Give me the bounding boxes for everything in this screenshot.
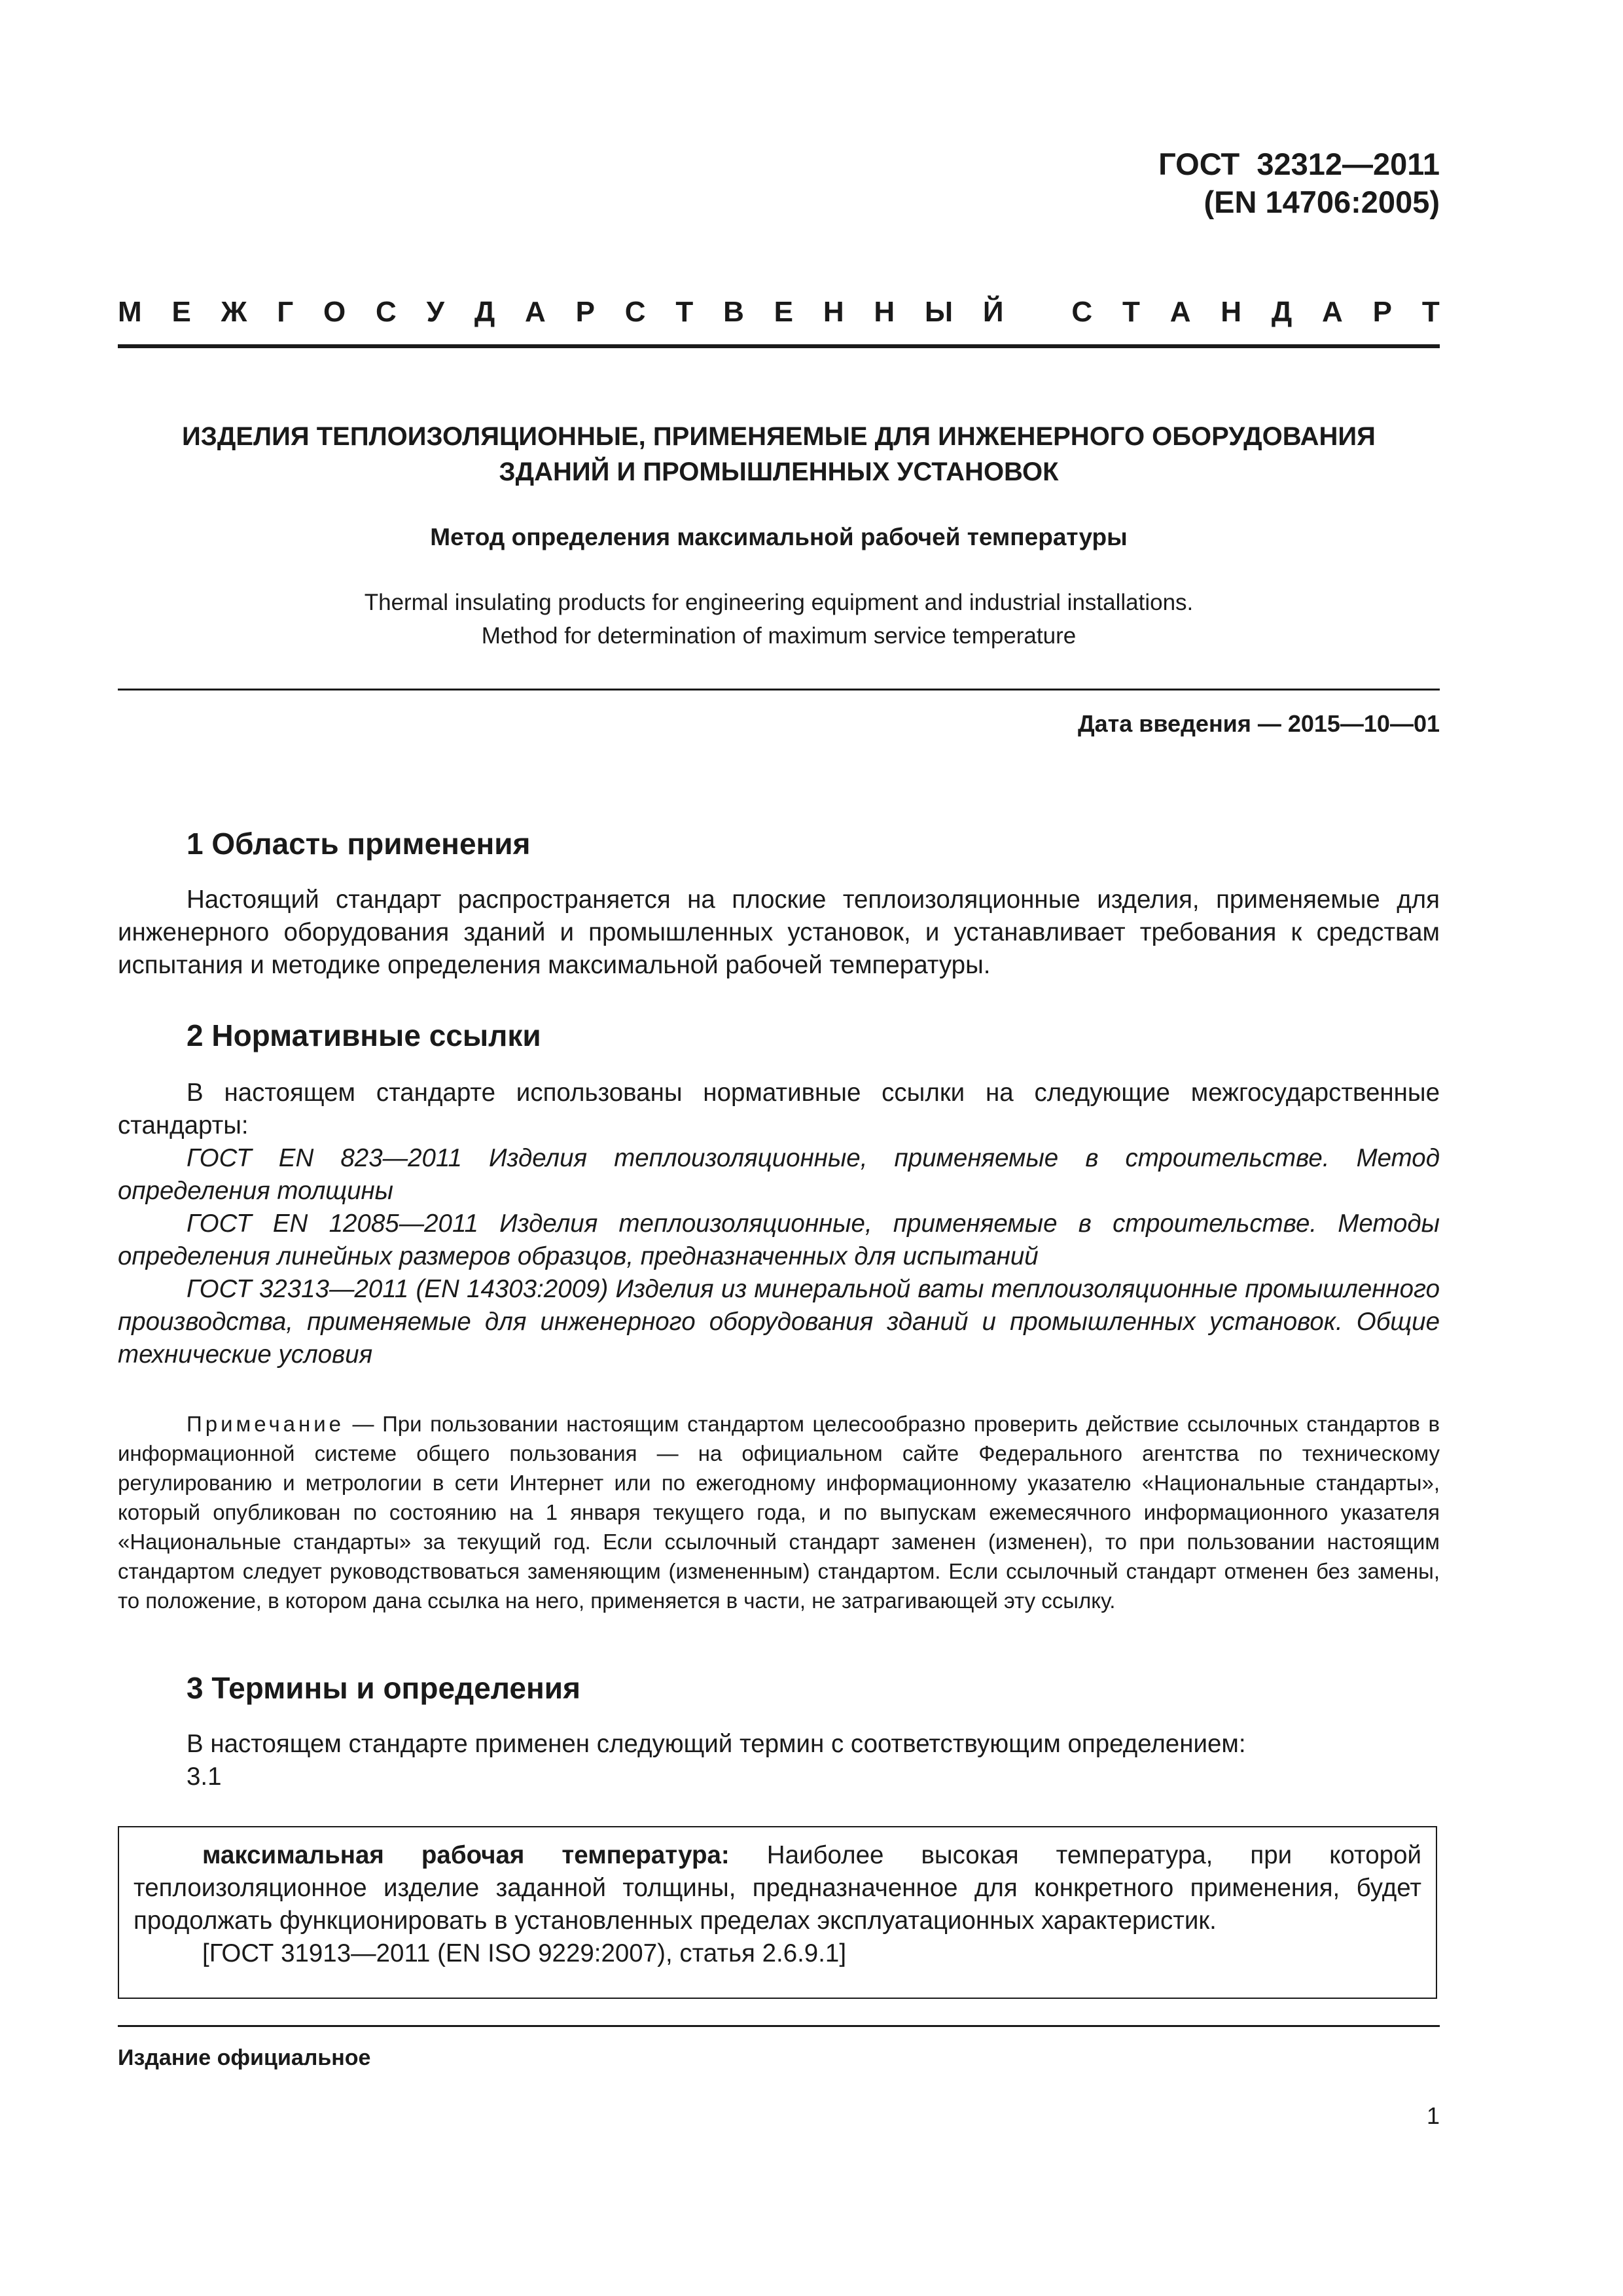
banner-letter: Н [874,296,895,328]
term-number: 3.1 [187,1763,222,1791]
banner-letter: Е [774,296,794,328]
section-3-intro: В настоящем стандарте применен следующий термин с соответствующим определением: [187,1730,1246,1758]
definition-paragraph [134,1839,1421,1937]
note-text: — При пользовании настоящим стандартом целесообразно проверить действие ссылочных стандартов в информационной системе общего пользования — на официальном сайте Федерального агентства по техническому регулированию и метрологии в сети Интернет или по ежегодному информационному указателю «Национальные стандарты», который опубликован по состоянию на 1 января текущего года, и по выпускам ежемесячного информационного указателя «Национальные стандарты» за текущий год. Если ссылочный стандарт заменен (изменен), то при пользовании настоящим стандартом следует руководствоваться заменяющим (измененным) стандартом. Если ссылочный стандарт отменен без замены, то положение, в котором дана ссылка на него, применяется в части, не затрагивающей эту ссылку. [118,1412,1440,1613]
note-paragraph [118,1409,1440,1615]
banner-letter: Й [982,296,1004,328]
banner-letter: Т [675,296,694,328]
banner-letter [1033,296,1041,329]
banner-letter: Н [1221,296,1242,328]
normative-ref-2: ГОСТ EN 12085—2011 Изделия теплоизоляционные, применяемые в строительстве. Методы определения линейных размеров образцов, предназначенных для испытаний [118,1210,1440,1270]
banner-letter: Р [1372,296,1392,328]
term-definition: Наиболее высокая температура, при которой теплоизоляционное изделие заданной толщины, предназначенное для конкретного применения, будет продолжать функционировать в установленных пределах эксплуатационных характеристик. [134,1841,1421,1935]
normative-ref-3: ГОСТ 32313—2011 (EN 14303:2009) Изделия из минеральной ваты теплоизоляционные промышленного производства, применяемые для инженерного оборудования зданий и промышленных установок. Общие технические условия [118,1275,1440,1369]
document-title [118,419,1440,490]
banner-letter: Д [474,296,495,328]
banner-letter: Ж [221,296,247,328]
document-subtitle: Метод определения максимальной рабочей температуры [430,524,1128,550]
banner-letter: А [1322,296,1343,328]
banner-letter: С [376,296,397,328]
official-edition-label: Издание официальное [118,2045,371,2070]
banner-letter: Р [575,296,595,328]
definition-box [118,1826,1437,1999]
introduction-date: Дата введения — 2015—10—01 [1077,710,1440,737]
section-1-heading: 1 Область применения [187,827,531,861]
term-name: максимальная рабочая температура: [202,1841,730,1869]
banner-letter: Т [1421,296,1440,328]
header-rule [118,344,1440,348]
banner-letter: В [723,296,744,328]
note-label: Примечание [187,1412,345,1436]
standard-code: ГОСТ 32312—2011 [1158,147,1440,181]
section-3-heading: 3 Термины и определения [187,1671,580,1705]
banner-letter: М [118,296,142,328]
banner-letter: С [624,296,646,328]
footer-rule [118,2025,1440,2027]
section-2-heading: 2 Нормативные ссылки [187,1018,541,1052]
interstate-standard-banner [118,296,1440,329]
banner-letter: Ы [925,296,954,328]
banner-letter: Е [171,296,191,328]
banner-letter: А [1169,296,1191,328]
section-1-text: Настоящий стандарт распространяется на плоские теплоизоляционные изделия, применяемые для инженерного оборудования зданий и промышленных установок, и устанавливает требования к средствам испытания и методике определения максимальной рабочей температуры. [118,886,1440,979]
banner-letter: Т [1122,296,1140,328]
banner-letter: У [426,296,445,328]
banner-letter: Д [1271,296,1293,328]
banner-letter: Г [277,296,294,328]
standard-code-block [1158,145,1440,221]
definition-source: [ГОСТ 31913—2011 (EN ISO 9229:2007), статья 2.6.9.1] [202,1939,847,1967]
english-title-line-1: Thermal insulating products for engineering equipment and industrial installations. [364,590,1194,615]
title-line-2: ЗДАНИЙ И ПРОМЫШЛЕННЫХ УСТАНОВОК [499,457,1059,486]
banner-letter: А [525,296,546,328]
banner-letter: Н [823,296,844,328]
normative-ref-1: ГОСТ EN 823—2011 Изделия теплоизоляционные, применяемые в строительстве. Метод определения толщины [118,1144,1440,1205]
banner-letter: О [323,296,346,328]
english-title-line-2: Method for determination of maximum service temperature [481,623,1077,649]
document-page [118,0,1440,2296]
title-rule [118,689,1440,691]
section-2-intro: В настоящем стандарте использованы нормативные ссылки на следующие межгосударственные стандарты: [118,1079,1440,1139]
title-line-1: ИЗДЕЛИЯ ТЕПЛОИЗОЛЯЦИОННЫЕ, ПРИМЕНЯЕМЫЕ ДЛЯ ИНЖЕНЕРНОГО ОБОРУДОВАНИЯ [182,422,1376,451]
english-title [118,586,1440,653]
page-number: 1 [1426,2102,1440,2129]
banner-letter: С [1071,296,1093,328]
standard-en-code: (EN 14706:2005) [1204,185,1440,219]
